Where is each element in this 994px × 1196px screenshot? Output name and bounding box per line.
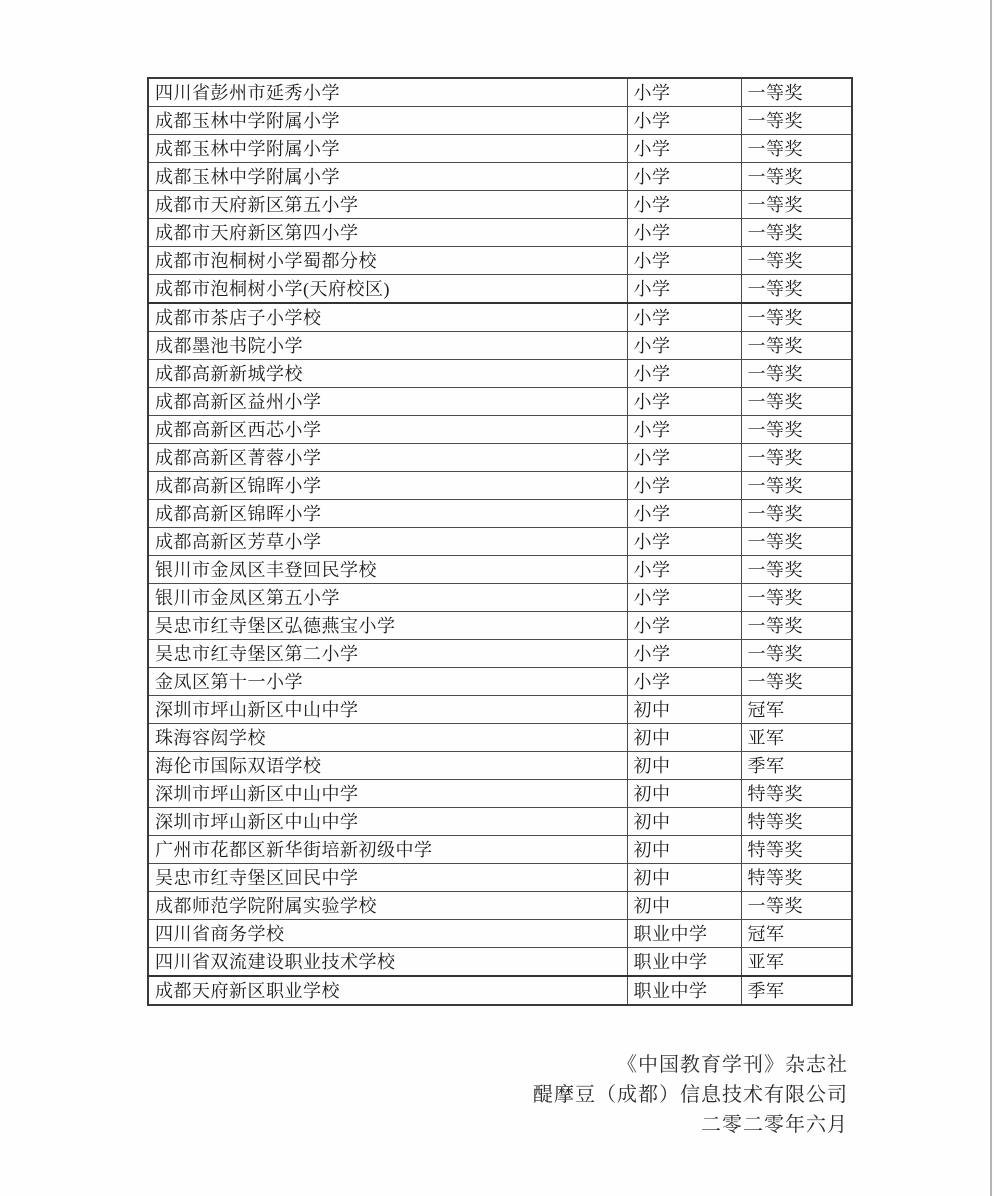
award-cell: 一等奖: [741, 612, 852, 640]
school-cell: 银川市金凤区丰登回民学校: [148, 556, 627, 584]
award-cell: 特等奖: [741, 836, 852, 864]
award-cell: 特等奖: [741, 780, 852, 808]
table-row: [148, 444, 852, 472]
school-cell: 成都市天府新区第五小学: [148, 191, 627, 219]
level-cell: 小学: [627, 584, 741, 612]
award-cell: 一等奖: [741, 528, 852, 556]
school-cell: 吴忠市红寺堡区第二小学: [148, 640, 627, 668]
level-cell: 小学: [627, 275, 741, 304]
table-row: [148, 696, 852, 724]
publisher-line: 《中国教育学刊》杂志社: [617, 1054, 848, 1076]
table-row: [148, 472, 852, 500]
school-cell: 深圳市坪山新区中山中学: [148, 696, 627, 724]
table-row: [148, 808, 852, 836]
school-cell: 成都玉林中学附属小学: [148, 107, 627, 135]
level-cell: 小学: [627, 332, 741, 360]
level-cell: 小学: [627, 556, 741, 584]
signature-block: [147, 1050, 848, 1140]
award-cell: 季军: [741, 752, 852, 780]
table-row: [148, 584, 852, 612]
level-cell: 小学: [627, 135, 741, 163]
level-cell: 初中: [627, 696, 741, 724]
table-row: [148, 388, 852, 416]
level-cell: 小学: [627, 107, 741, 135]
award-cell: 特等奖: [741, 864, 852, 892]
table-row: [148, 864, 852, 892]
table-row: [148, 976, 852, 1005]
table-row: [148, 247, 852, 275]
school-cell: 吴忠市红寺堡区回民中学: [148, 864, 627, 892]
table-row: [148, 107, 852, 135]
level-cell: 小学: [627, 416, 741, 444]
school-cell: 吴忠市红寺堡区弘德燕宝小学: [148, 612, 627, 640]
level-cell: 职业中学: [627, 948, 741, 977]
school-cell: 广州市花都区新华街培新初级中学: [148, 836, 627, 864]
award-cell: 一等奖: [741, 275, 852, 304]
school-cell: 四川省彭州市延秀小学: [148, 78, 627, 107]
award-table-body: [148, 78, 852, 1005]
level-cell: 小学: [627, 219, 741, 247]
school-cell: 成都市茶店子小学校: [148, 303, 627, 332]
school-cell: 深圳市坪山新区中山中学: [148, 780, 627, 808]
table-row: [148, 948, 852, 977]
award-cell: 一等奖: [741, 219, 852, 247]
school-cell: 成都高新区芳草小学: [148, 528, 627, 556]
table-row: [148, 724, 852, 752]
school-cell: 深圳市坪山新区中山中学: [148, 808, 627, 836]
school-cell: 珠海容闳学校: [148, 724, 627, 752]
school-cell: 银川市金凤区第五小学: [148, 584, 627, 612]
level-cell: 小学: [627, 191, 741, 219]
award-cell: 亚军: [741, 948, 852, 977]
company-line: 醍摩豆（成都）信息技术有限公司: [533, 1084, 848, 1106]
award-cell: 一等奖: [741, 444, 852, 472]
level-cell: 初中: [627, 836, 741, 864]
school-cell: 成都玉林中学附属小学: [148, 163, 627, 191]
level-cell: 小学: [627, 360, 741, 388]
school-cell: 成都高新区锦晖小学: [148, 472, 627, 500]
level-cell: 小学: [627, 640, 741, 668]
award-cell: 一等奖: [741, 360, 852, 388]
award-table: [147, 77, 853, 1006]
table-row: [148, 780, 852, 808]
level-cell: 职业中学: [627, 920, 741, 948]
award-cell: 一等奖: [741, 332, 852, 360]
table-row: [148, 612, 852, 640]
school-cell: 成都市泡桐树小学蜀都分校: [148, 247, 627, 275]
level-cell: 初中: [627, 724, 741, 752]
table-row: [148, 303, 852, 332]
school-cell: 海伦市国际双语学校: [148, 752, 627, 780]
school-cell: 成都师范学院附属实验学校: [148, 892, 627, 920]
award-cell: 一等奖: [741, 78, 852, 107]
table-row: [148, 275, 852, 304]
table-row: [148, 135, 852, 163]
award-cell: 一等奖: [741, 416, 852, 444]
level-cell: 小学: [627, 303, 741, 332]
award-cell: 一等奖: [741, 668, 852, 696]
award-cell: 一等奖: [741, 640, 852, 668]
table-row: [148, 752, 852, 780]
award-cell: 亚军: [741, 724, 852, 752]
table-row: [148, 78, 852, 107]
school-cell: 成都高新区菁蓉小学: [148, 444, 627, 472]
level-cell: 初中: [627, 864, 741, 892]
school-cell: 成都市天府新区第四小学: [148, 219, 627, 247]
award-cell: 一等奖: [741, 247, 852, 275]
table-row: [148, 219, 852, 247]
award-cell: 季军: [741, 976, 852, 1005]
school-cell: 成都天府新区职业学校: [148, 976, 627, 1005]
award-cell: 一等奖: [741, 388, 852, 416]
table-row: [148, 360, 852, 388]
award-cell: 一等奖: [741, 472, 852, 500]
school-cell: 成都高新区锦晖小学: [148, 500, 627, 528]
award-cell: 一等奖: [741, 135, 852, 163]
award-cell: 一等奖: [741, 303, 852, 332]
school-cell: 成都玉林中学附属小学: [148, 135, 627, 163]
level-cell: 小学: [627, 247, 741, 275]
level-cell: 小学: [627, 78, 741, 107]
table-row: [148, 556, 852, 584]
award-cell: 一等奖: [741, 107, 852, 135]
level-cell: 小学: [627, 528, 741, 556]
award-cell: 冠军: [741, 920, 852, 948]
table-row: [148, 640, 852, 668]
table-row: [148, 163, 852, 191]
level-cell: 小学: [627, 612, 741, 640]
level-cell: 小学: [627, 500, 741, 528]
award-cell: 一等奖: [741, 500, 852, 528]
school-cell: 成都高新新城学校: [148, 360, 627, 388]
award-cell: 一等奖: [741, 556, 852, 584]
table-row: [148, 920, 852, 948]
level-cell: 初中: [627, 780, 741, 808]
level-cell: 职业中学: [627, 976, 741, 1005]
table-row: [148, 416, 852, 444]
award-cell: 一等奖: [741, 163, 852, 191]
level-cell: 小学: [627, 472, 741, 500]
school-cell: 成都高新区益州小学: [148, 388, 627, 416]
table-row: [148, 892, 852, 920]
table-row: [148, 191, 852, 219]
level-cell: 小学: [627, 163, 741, 191]
table-row: [148, 332, 852, 360]
level-cell: 小学: [627, 444, 741, 472]
table-row: [148, 668, 852, 696]
award-cell: 一等奖: [741, 191, 852, 219]
school-cell: 成都墨池书院小学: [148, 332, 627, 360]
date-line: 二零二零年六月: [701, 1114, 848, 1136]
award-cell: 冠军: [741, 696, 852, 724]
level-cell: 小学: [627, 668, 741, 696]
school-cell: 成都高新区西芯小学: [148, 416, 627, 444]
school-cell: 金凤区第十一小学: [148, 668, 627, 696]
award-cell: 一等奖: [741, 892, 852, 920]
level-cell: 小学: [627, 388, 741, 416]
table-row: [148, 528, 852, 556]
level-cell: 初中: [627, 808, 741, 836]
award-cell: 一等奖: [741, 584, 852, 612]
table-row: [148, 500, 852, 528]
award-cell: 特等奖: [741, 808, 852, 836]
table-row: [148, 836, 852, 864]
school-cell: 成都市泡桐树小学(天府校区): [148, 275, 627, 304]
level-cell: 初中: [627, 892, 741, 920]
school-cell: 四川省商务学校: [148, 920, 627, 948]
level-cell: 初中: [627, 752, 741, 780]
school-cell: 四川省双流建设职业技术学校: [148, 948, 627, 977]
page-edge-line: [990, 0, 992, 1196]
